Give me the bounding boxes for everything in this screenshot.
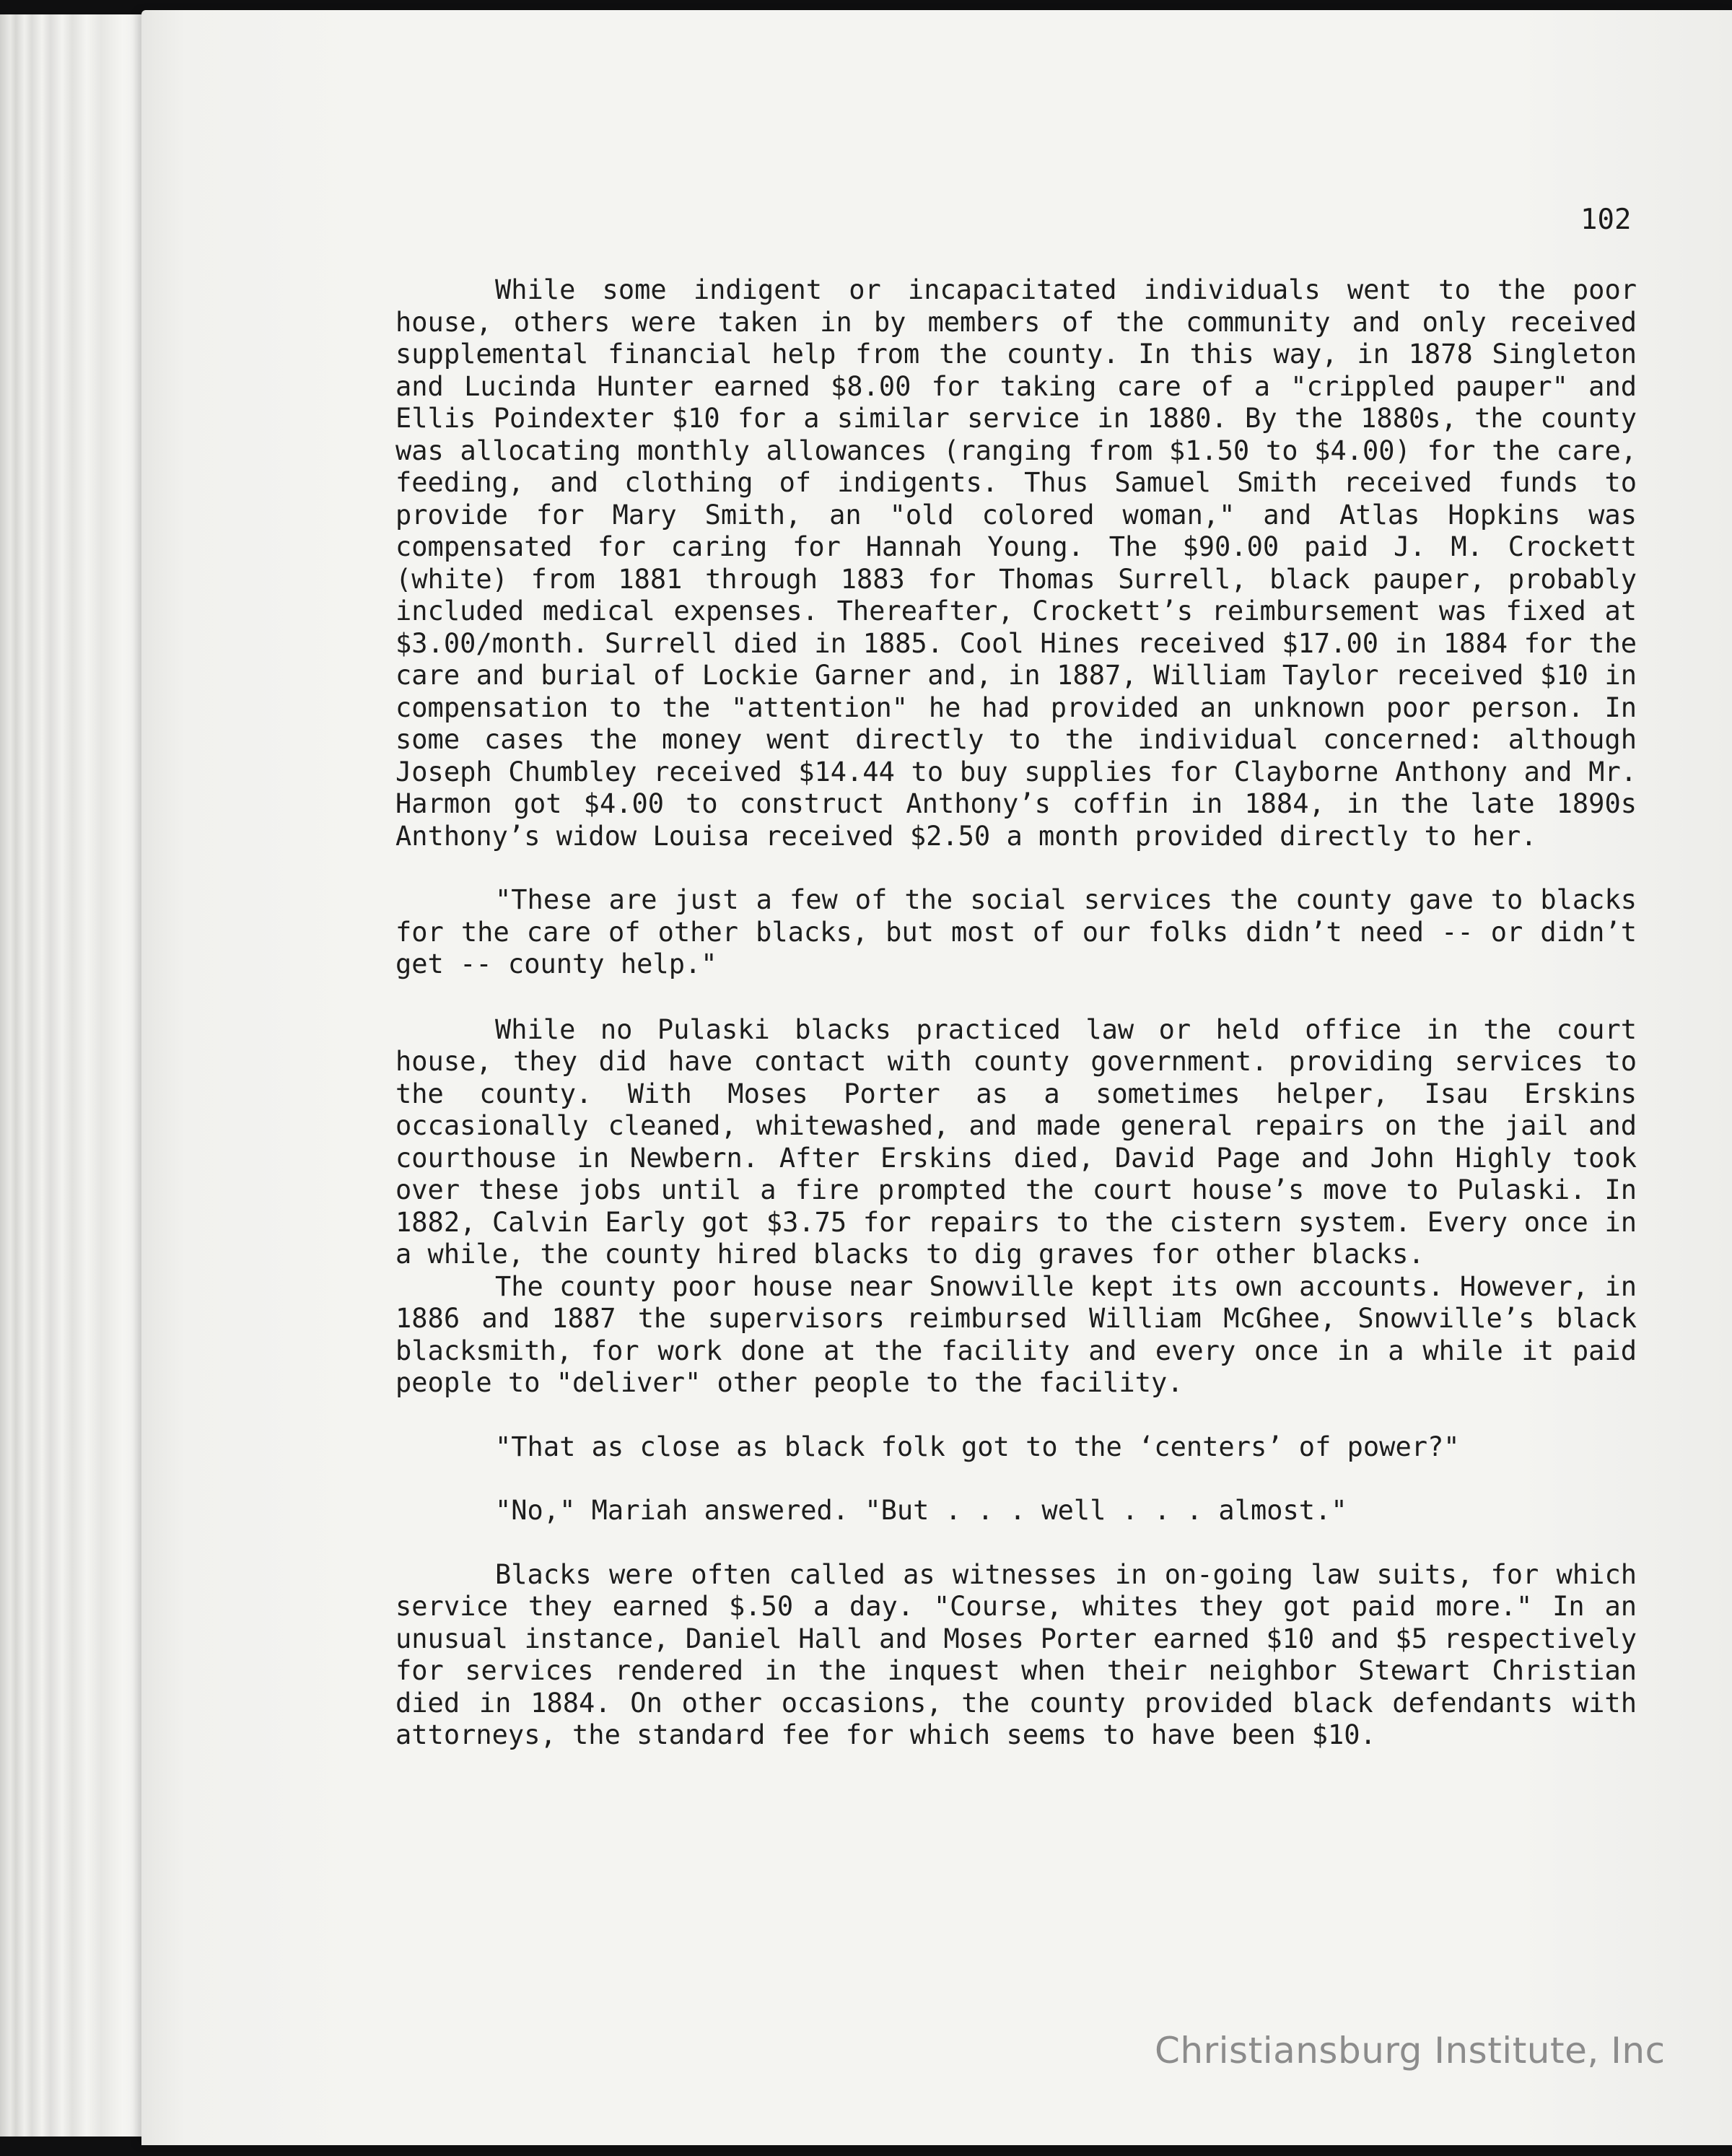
paragraph-poor-house-accounts: The county poor house near Snowville kept its own accounts. However, in 1886 and 1887 the supervisors reimbursed William McGhee, Snowville’s black blacksmith, for work done at the facility and every once in a while it paid people to "deliver" other people to the facility. xyxy=(395,1270,1637,1398)
paragraph-mariah-answer: "No," Mariah answered. "But . . . well . . . almost." xyxy=(495,1495,1347,1526)
paragraph-social-services-quote: "These are just a few of the social services the county gave to blacks for the care of other blacks, but most of our folks didn’t need -- or didn’t get -- county help." xyxy=(395,884,1637,979)
body-text xyxy=(395,274,1637,1752)
paragraph-county-government-contact: While no Pulaski blacks practiced law or held office in the court house, they did have contact with county government. providing services to the county. With Moses Porter as a sometimes helper, Isau Erskins occasionally cleaned, whitewashed, and made general repairs on the jail and courthouse in Newbern. After Erskins died, David Page and John Highly took over these jobs until a fire prompted the court house’s move to Pulaski. In 1882, Calvin Early got $3.75 for repairs to the cistern system. Every once in a while, the county hired blacks to dig graves for other blacks. xyxy=(395,1013,1637,1270)
page-number: 102 xyxy=(1580,204,1632,236)
watermark: Christiansburg Institute, Inc xyxy=(1155,2030,1666,2072)
paragraph-centers-of-power-question: "That as close as black folk got to the ‘centers’ of power?" xyxy=(495,1431,1460,1462)
paragraph-poor-house-care: While some indigent or incapacitated individuals went to the poor house, others were taken in by members of the community and only received supplemental financial help from the county. In this way, in 1878 Singleton and Lucinda Hunter earned $8.00 for taking care of a "crippled pauper" and Ellis Poindexter $10 for a similar service in 1880. By the 1880s, the county was allocating monthly allowances (ranging from $1.50 to $4.00) for the care, feeding, and clothing of indigents. Thus Samuel Smith received funds to provide for Mary Smith, an "old colored woman," and Atlas Hopkins was compensated for caring for Hannah Young. The $90.00 paid J. M. Crockett (white) from 1881 through 1883 for Thomas Surrell, black pauper, probably included medical expenses. Thereafter, Crockett’s reimbursement was fixed at $3.00/month. Surrell died in 1885. Cool Hines received $17.00 in 1884 for the care and burial of Lockie Garner and, in 1887, William Taylor received $10 in compensation to the "attention" he had provided an unknown poor person. In some cases the money went directly to the individual concerned: although Joseph Chumbley received $14.44 to buy supplies for Clayborne Anthony and Mr. Harmon got $4.00 to construct Anthony’s coffin in 1884, in the late 1890s Anthony’s widow Louisa received $2.50 a month provided directly to her. xyxy=(395,274,1637,852)
paragraph-witnesses-and-attorneys: Blacks were often called as witnesses in on-going law suits, for which service they earned $.50 a day. "Course, whites they got paid more." In an unusual instance, Daniel Hall and Moses Porter earned $10 and $5 respectively for services rendered in the inquest when their neighbor Stewart Christian died in 1884. On other occasions, the county provided black defendants with attorneys, the standard fee for which seems to have been $10. xyxy=(395,1558,1637,1750)
